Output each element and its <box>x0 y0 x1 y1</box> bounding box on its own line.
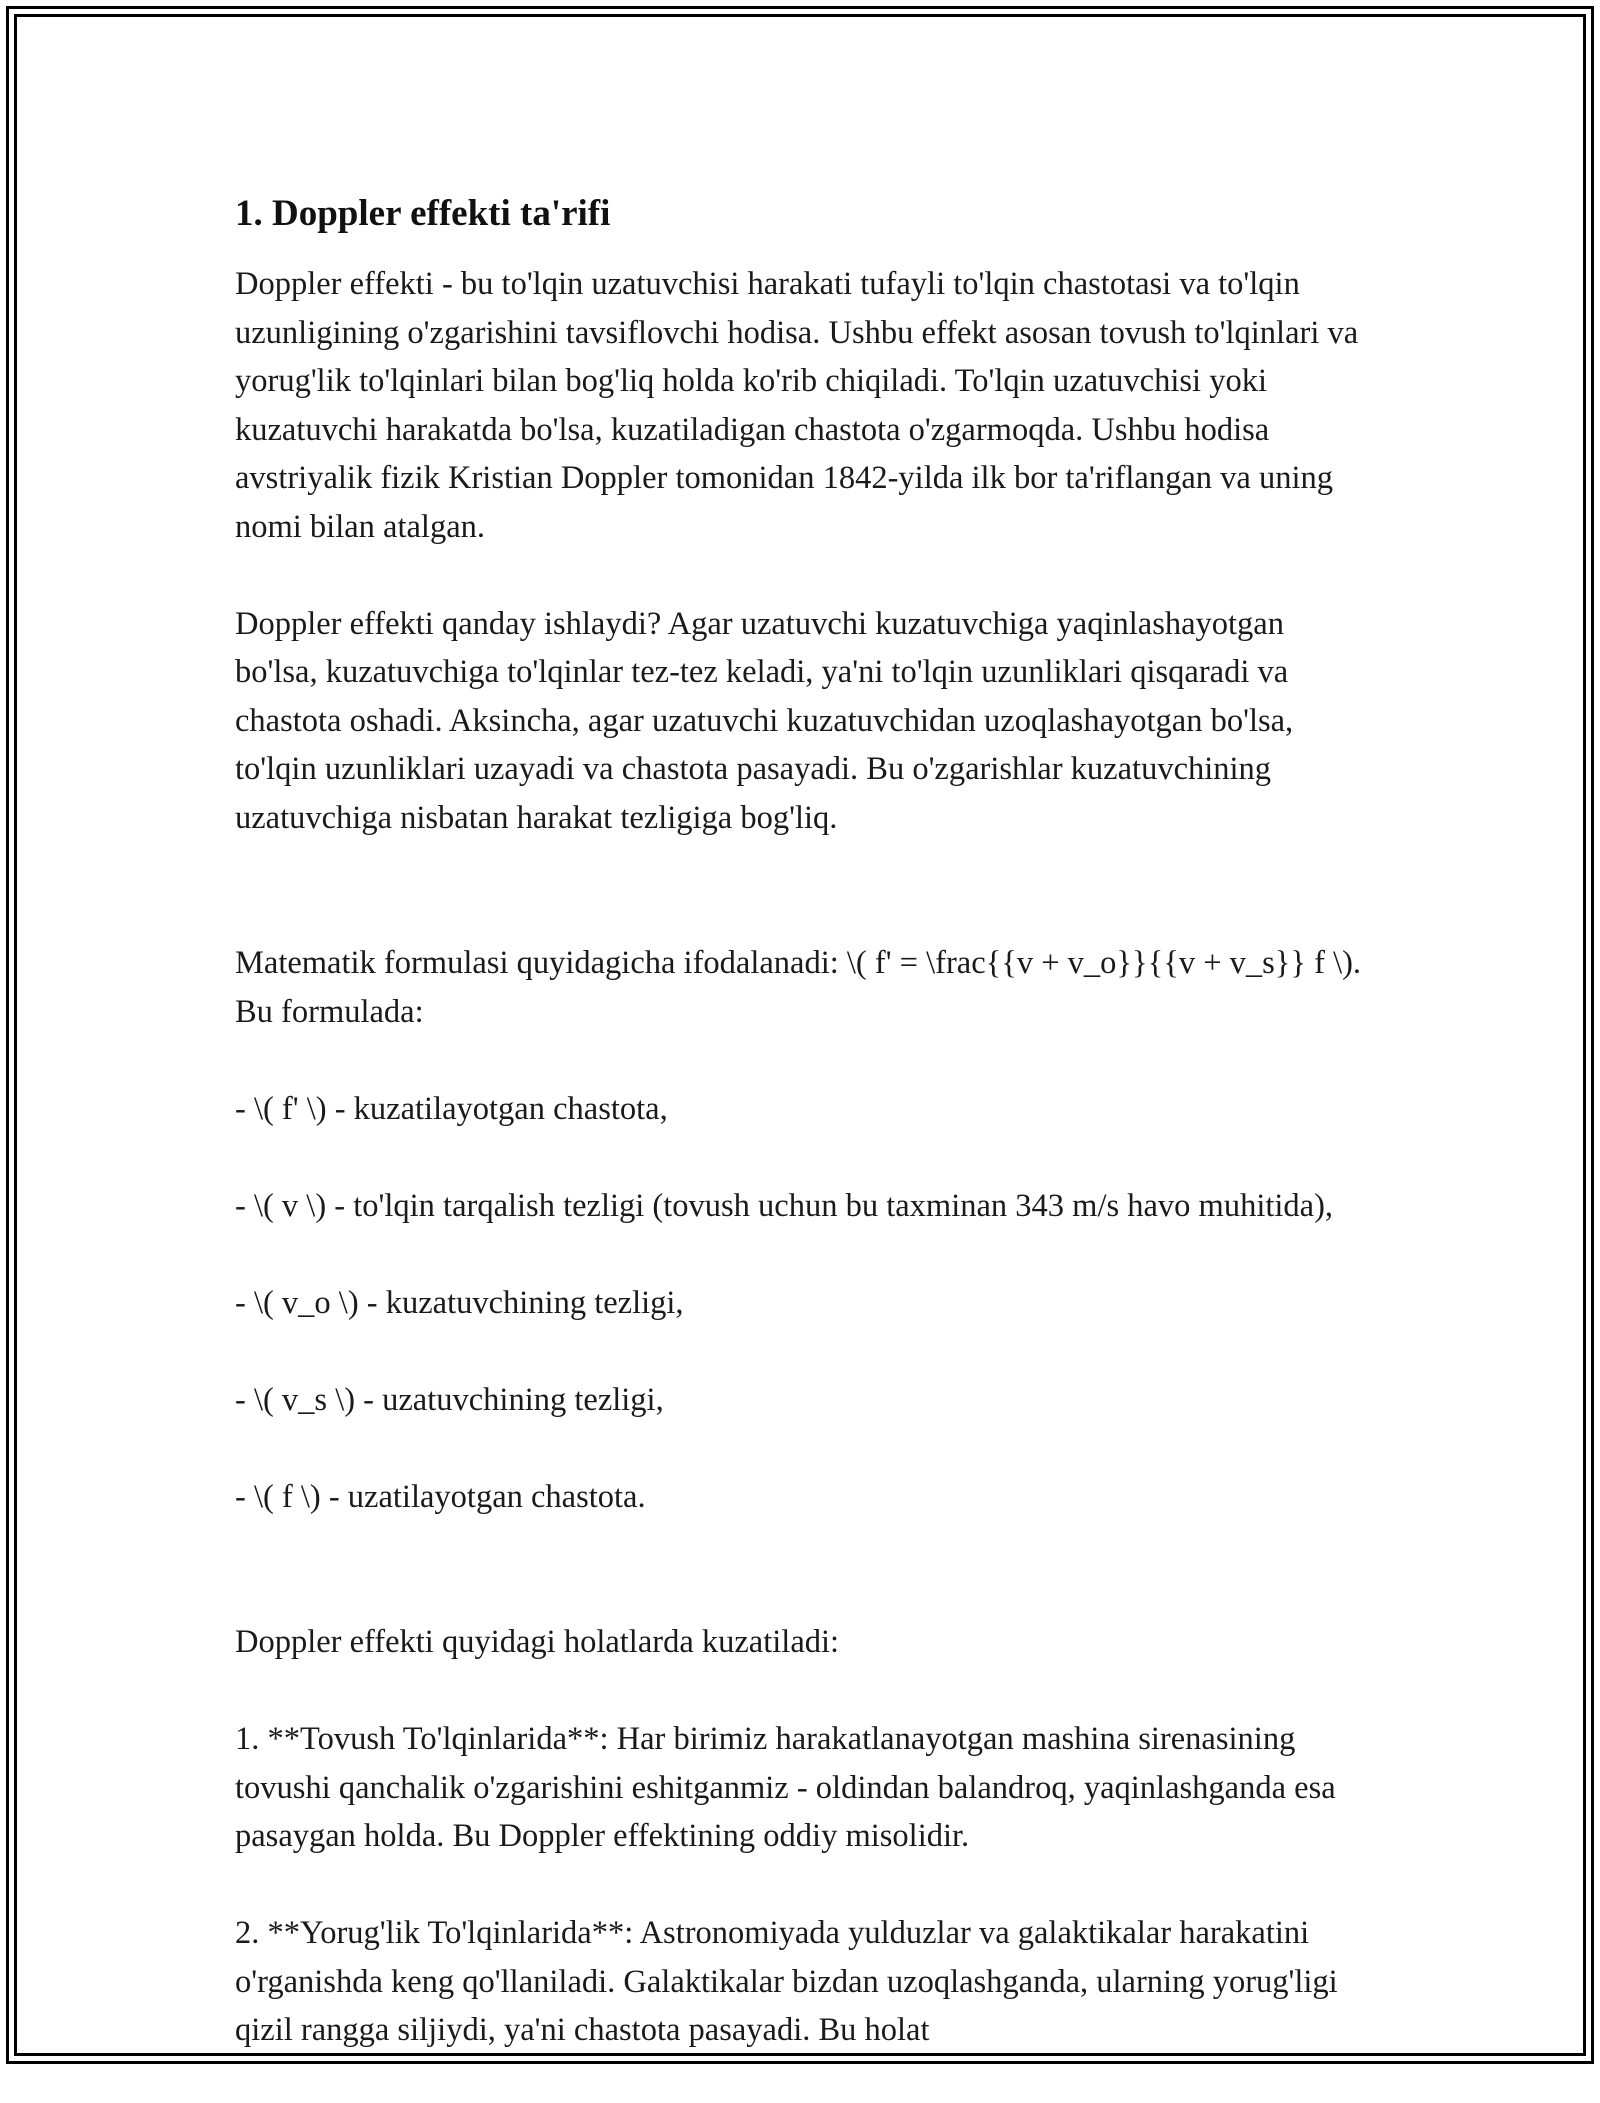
formula-item: - \( f \) - uzatilayotgan chastota. <box>235 1478 646 1515</box>
formula-item: - \( v_o \) - kuzatuvchining tezligi, <box>235 1284 684 1321</box>
formula-item: - \( v_s \) - uzatuvchining tezligi, <box>235 1381 664 1418</box>
section-heading: 1. Doppler effekti ta'rifi <box>235 193 611 234</box>
cases-intro: Doppler effekti quyidagi holatlarda kuzatiladi: <box>235 1624 840 1660</box>
formula-item: - \( f' \) - kuzatilayotgan chastota, <box>235 1090 668 1127</box>
formula-block <box>235 891 1365 1570</box>
case-item-light: 2. **Yorug'lik To'lqinlarida**: Astronomiyada yulduzlar va galaktikalar harakatini o'rganishda keng qo'llaniladi. Galaktikalar bizdan uzoqlashganda, ularning yorug'ligi qizil rangga siljiydi, ya'ni chastota pasayadi. Bu holat <box>235 1915 1338 2048</box>
paragraph-definition: Doppler effekti - bu to'lqin uzatuvchisi harakati tufayli to'lqin chastotasi va to'lqin uzunligining o'zgarishini tavsiflovchi hodisa. Ushbu effekt asosan tovush to'lqinlari va yorug'lik to'lqinlari bilan bog'liq holda ko'rib chiqiladi. To'lqin uzatuvchisi yoki kuzatuvchi harakatda bo'lsa, kuzatiladigan chastota o'zgarmoqda. Ushbu hodisa avstriyalik fizik Kristian Doppler tomonidan 1842-yilda ilk bor ta'riflangan va uning nomi bilan atalgan. <box>235 266 1359 545</box>
formula-intro: Matematik formulasi quyidagicha ifodalanadi: \( f' = \frac{{v + v_o}}{{v + v_s}} f \). Bu formulada: <box>235 945 1362 1030</box>
document-body <box>235 188 1365 2103</box>
case-item-sound: 1. **Tovush To'lqinlarida**: Har birimiz harakatlanayotgan mashina sirenasining tovushi qanchalik o'zgarishini eshitganmiz - oldindan balandroq, yaqinlashganda esa pasaygan holda. Bu Doppler effektining oddiy misolidir. <box>235 1721 1336 1854</box>
paragraph-how-it-works: Doppler effekti qanday ishlaydi? Agar uzatuvchi kuzatuvchiga yaqinlashayotgan bo'lsa, kuzatuvchiga to'lqinlar tez-tez keladi, ya'ni to'lqin uzunliklari qisqaradi va chastota oshadi. Aksincha, agar uzatuvchi kuzatuvchidan uzoqlashayotgan bo'lsa, to'lqin uzunliklari uzayadi va chastota pasayadi. Bu o'zgarishlar kuzatuvchining uzatuvchiga nisbatan harakat tezligiga bog'liq. <box>235 605 1294 836</box>
formula-item: - \( v \) - to'lqin tarqalish tezligi (tovush uchun bu taxminan 343 m/s havo muhitida), <box>235 1187 1334 1224</box>
